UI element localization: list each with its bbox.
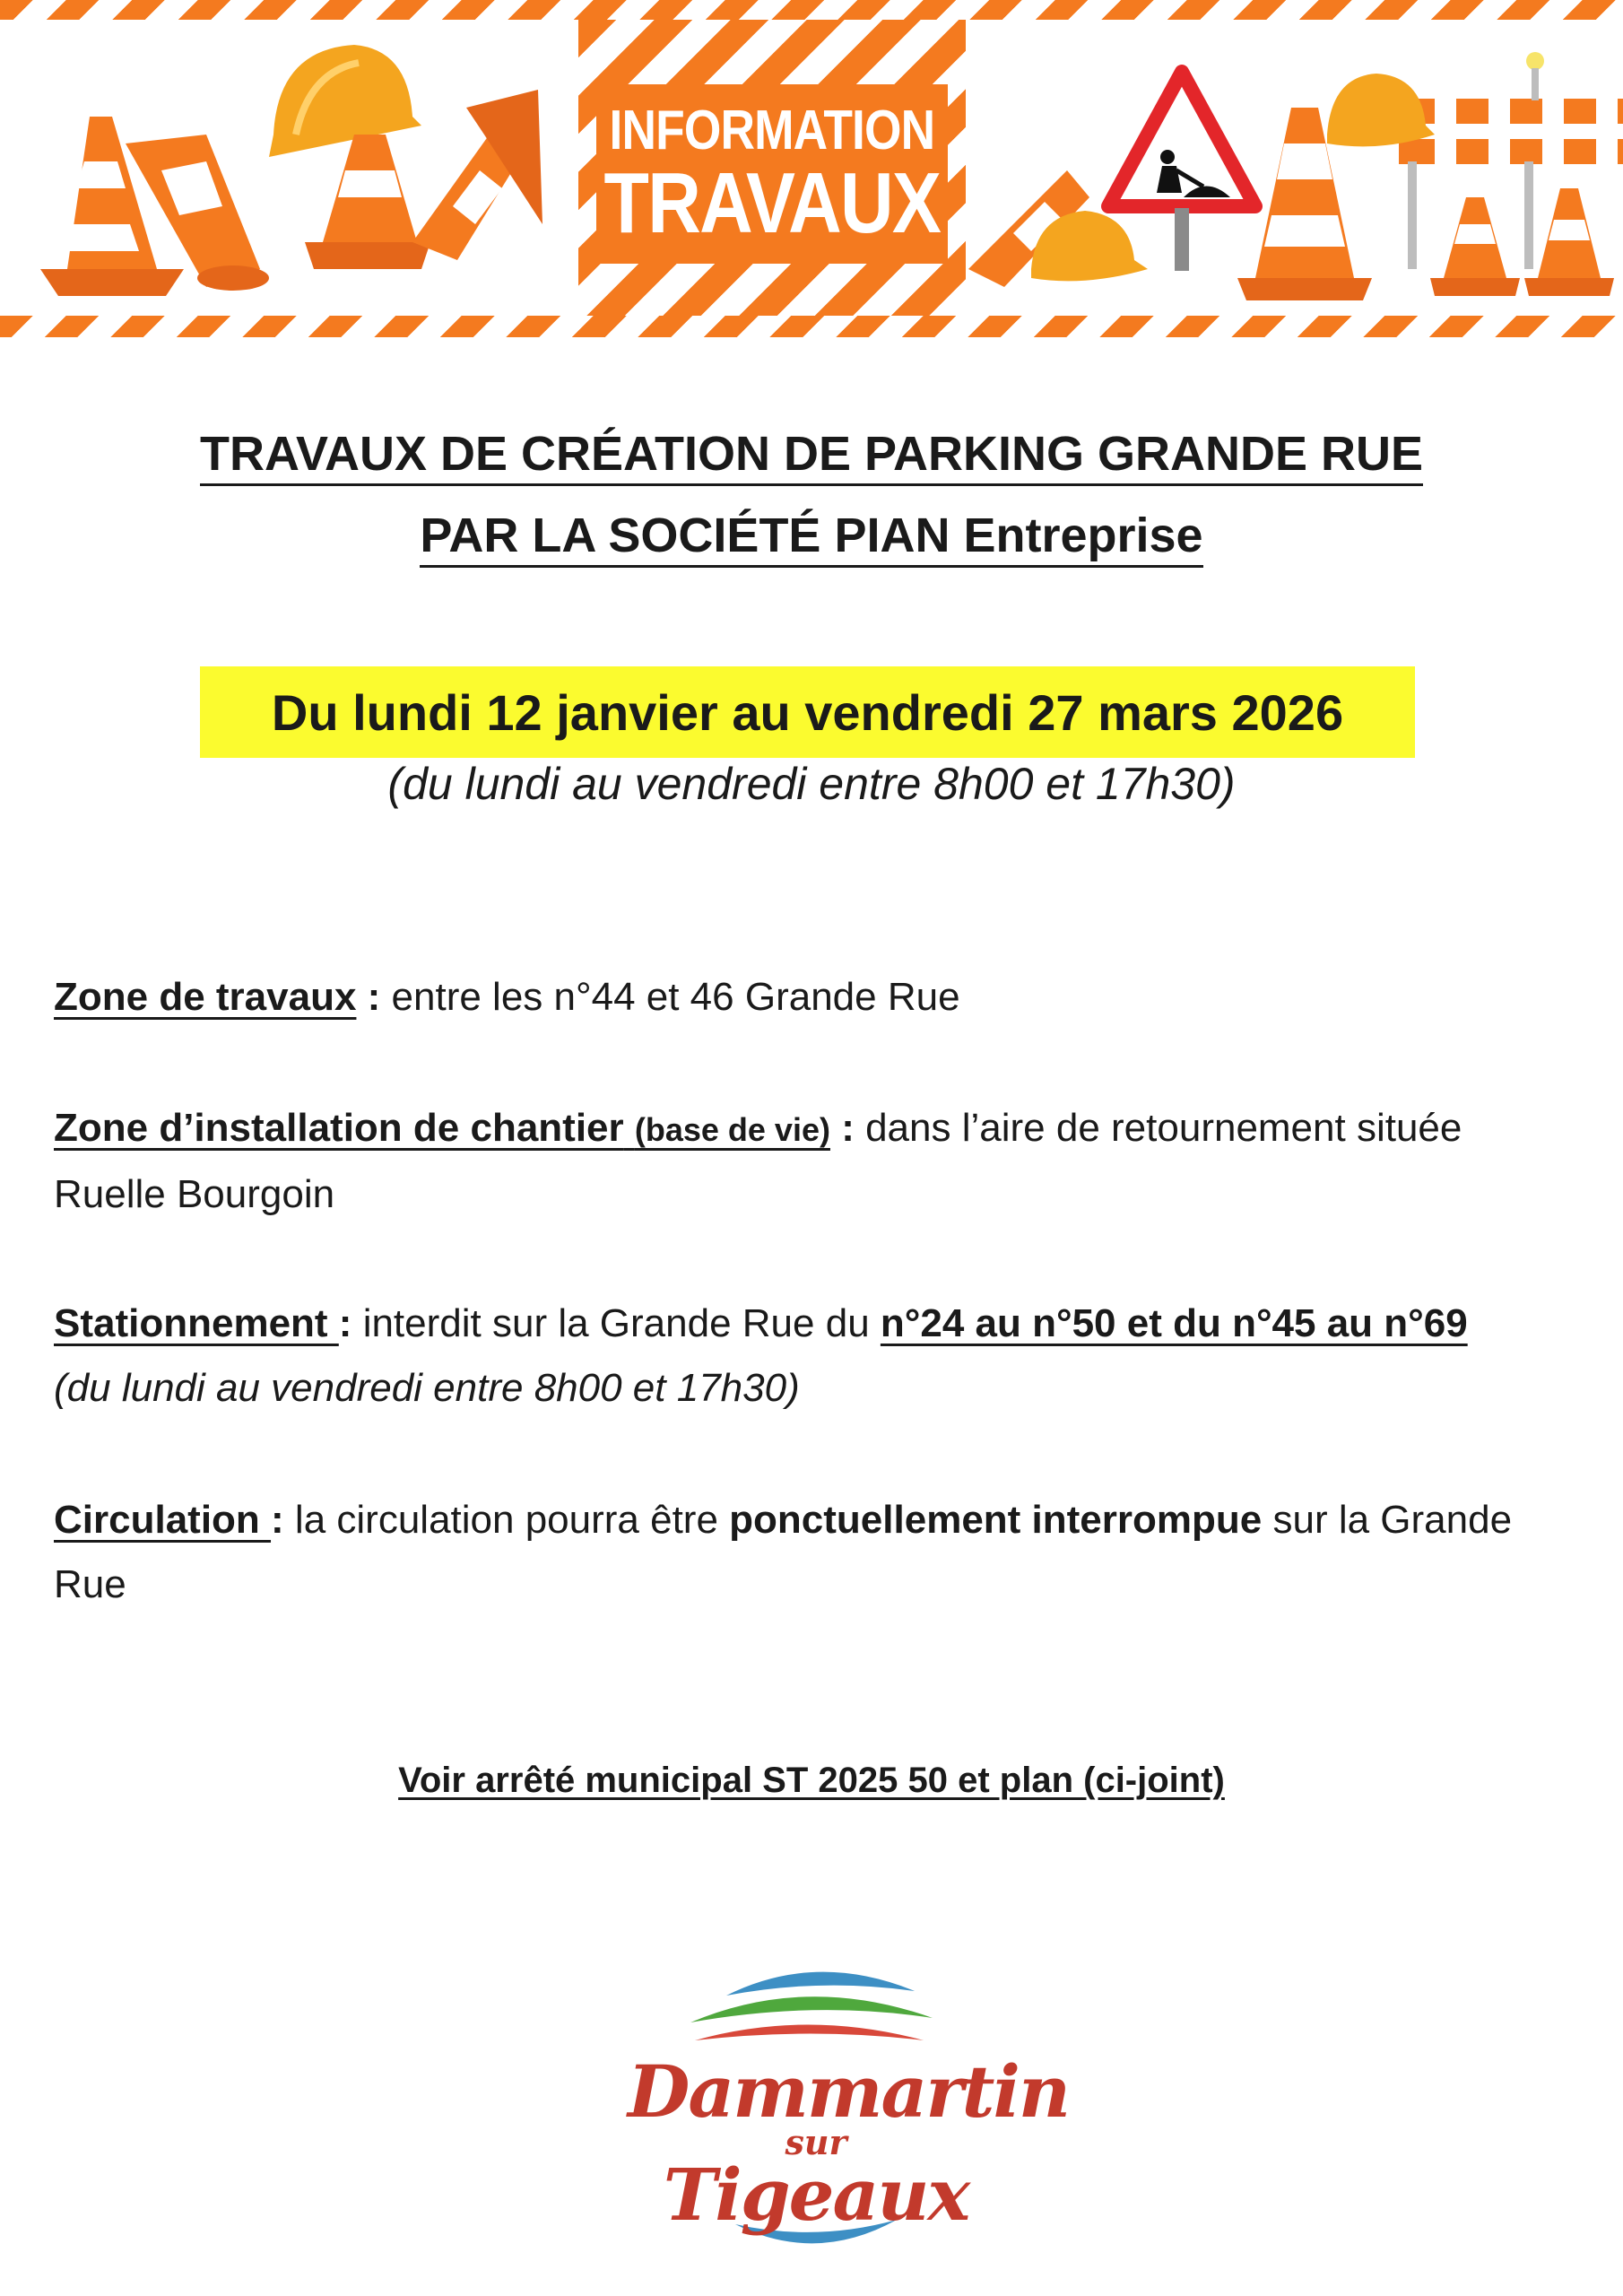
zone-installation-label bbox=[54, 1106, 830, 1150]
logo-text-tigeaux: Tigeaux bbox=[663, 2152, 969, 2237]
traffic-cone-icon bbox=[1524, 188, 1614, 296]
arrete-municipal-reference: Voir arrêté municipal ST 2025 50 et plan (ci-joint) bbox=[398, 1761, 1225, 1800]
roadworks-warning-sign-icon bbox=[1108, 72, 1255, 271]
traffic-cone-icon bbox=[305, 135, 430, 269]
zone-travaux-label: Zone de travaux bbox=[54, 975, 357, 1019]
stationnement-hours-note: (du lundi au vendredi entre 8h00 et 17h30) bbox=[54, 1366, 800, 1410]
banner-title-line2: TRAVAUX bbox=[603, 155, 941, 251]
information-travaux-panel bbox=[578, 20, 966, 316]
zone-installation-label-text: Zone d’installation de chantier bbox=[54, 1106, 624, 1150]
date-range: Du lundi 12 janvier au vendredi 27 mars 2026 bbox=[271, 683, 1344, 741]
zone-travaux-separator: : bbox=[356, 975, 392, 1019]
zone-travaux-paragraph bbox=[54, 965, 1578, 1030]
title-line-1: TRAVAUX DE CRÉATION DE PARKING GRANDE RUE bbox=[200, 426, 1423, 486]
traffic-cone-icon bbox=[1430, 197, 1520, 296]
hard-hat-icon bbox=[1327, 74, 1435, 146]
stationnement-separator: : bbox=[338, 1301, 363, 1345]
logo-text-sur: sur bbox=[785, 2122, 847, 2162]
dammartin-sur-tigeaux-logo bbox=[628, 1955, 1069, 2260]
stationnement-paragraph bbox=[54, 1292, 1578, 1421]
zone-installation-text: dans l’aire de retournement située Ruelle Bourgoin bbox=[54, 1106, 1462, 1216]
notice-title bbox=[0, 426, 1623, 568]
zone-installation-separator: : bbox=[829, 1106, 866, 1150]
circulation-separator: : bbox=[271, 1498, 295, 1542]
circulation-text-after: sur la Grande Rue bbox=[54, 1498, 1513, 1606]
stationnement-text: interdit sur la Grande Rue du bbox=[362, 1301, 881, 1345]
circulation-paragraph bbox=[54, 1488, 1578, 1617]
hard-hat-icon bbox=[269, 45, 421, 157]
banner-bottom-hazard-stripes bbox=[0, 316, 1623, 337]
logo-text-dammartin: Dammartin bbox=[628, 2049, 1069, 2134]
base-de-vie-label: (base de vie) bbox=[634, 1111, 830, 1148]
information-travaux-box bbox=[596, 84, 948, 264]
zone-travaux-text: entre les n°44 et 46 Grande Rue bbox=[391, 975, 960, 1019]
banner-title-line1: INFORMATION bbox=[609, 100, 935, 161]
title-line-2: PAR LA SOCIÉTÉ PIAN Entreprise bbox=[420, 508, 1202, 568]
date-range-highlight bbox=[200, 666, 1415, 758]
circulation-emphasis: ponctuellement interrompue bbox=[729, 1498, 1263, 1542]
info-travaux-banner bbox=[0, 0, 1623, 341]
circulation-label: Circulation bbox=[54, 1498, 272, 1542]
tipped-cone-icon bbox=[412, 90, 542, 260]
working-hours: (du lundi au vendredi entre 8h00 et 17h30) bbox=[387, 759, 1236, 809]
stationnement-label: Stationnement bbox=[54, 1301, 339, 1345]
stationnement-street-numbers: n°24 au n°50 et du n°45 au n°69 bbox=[880, 1301, 1468, 1345]
zone-installation-paragraph bbox=[54, 1096, 1578, 1227]
circulation-text-before: la circulation pourra être bbox=[294, 1498, 730, 1542]
